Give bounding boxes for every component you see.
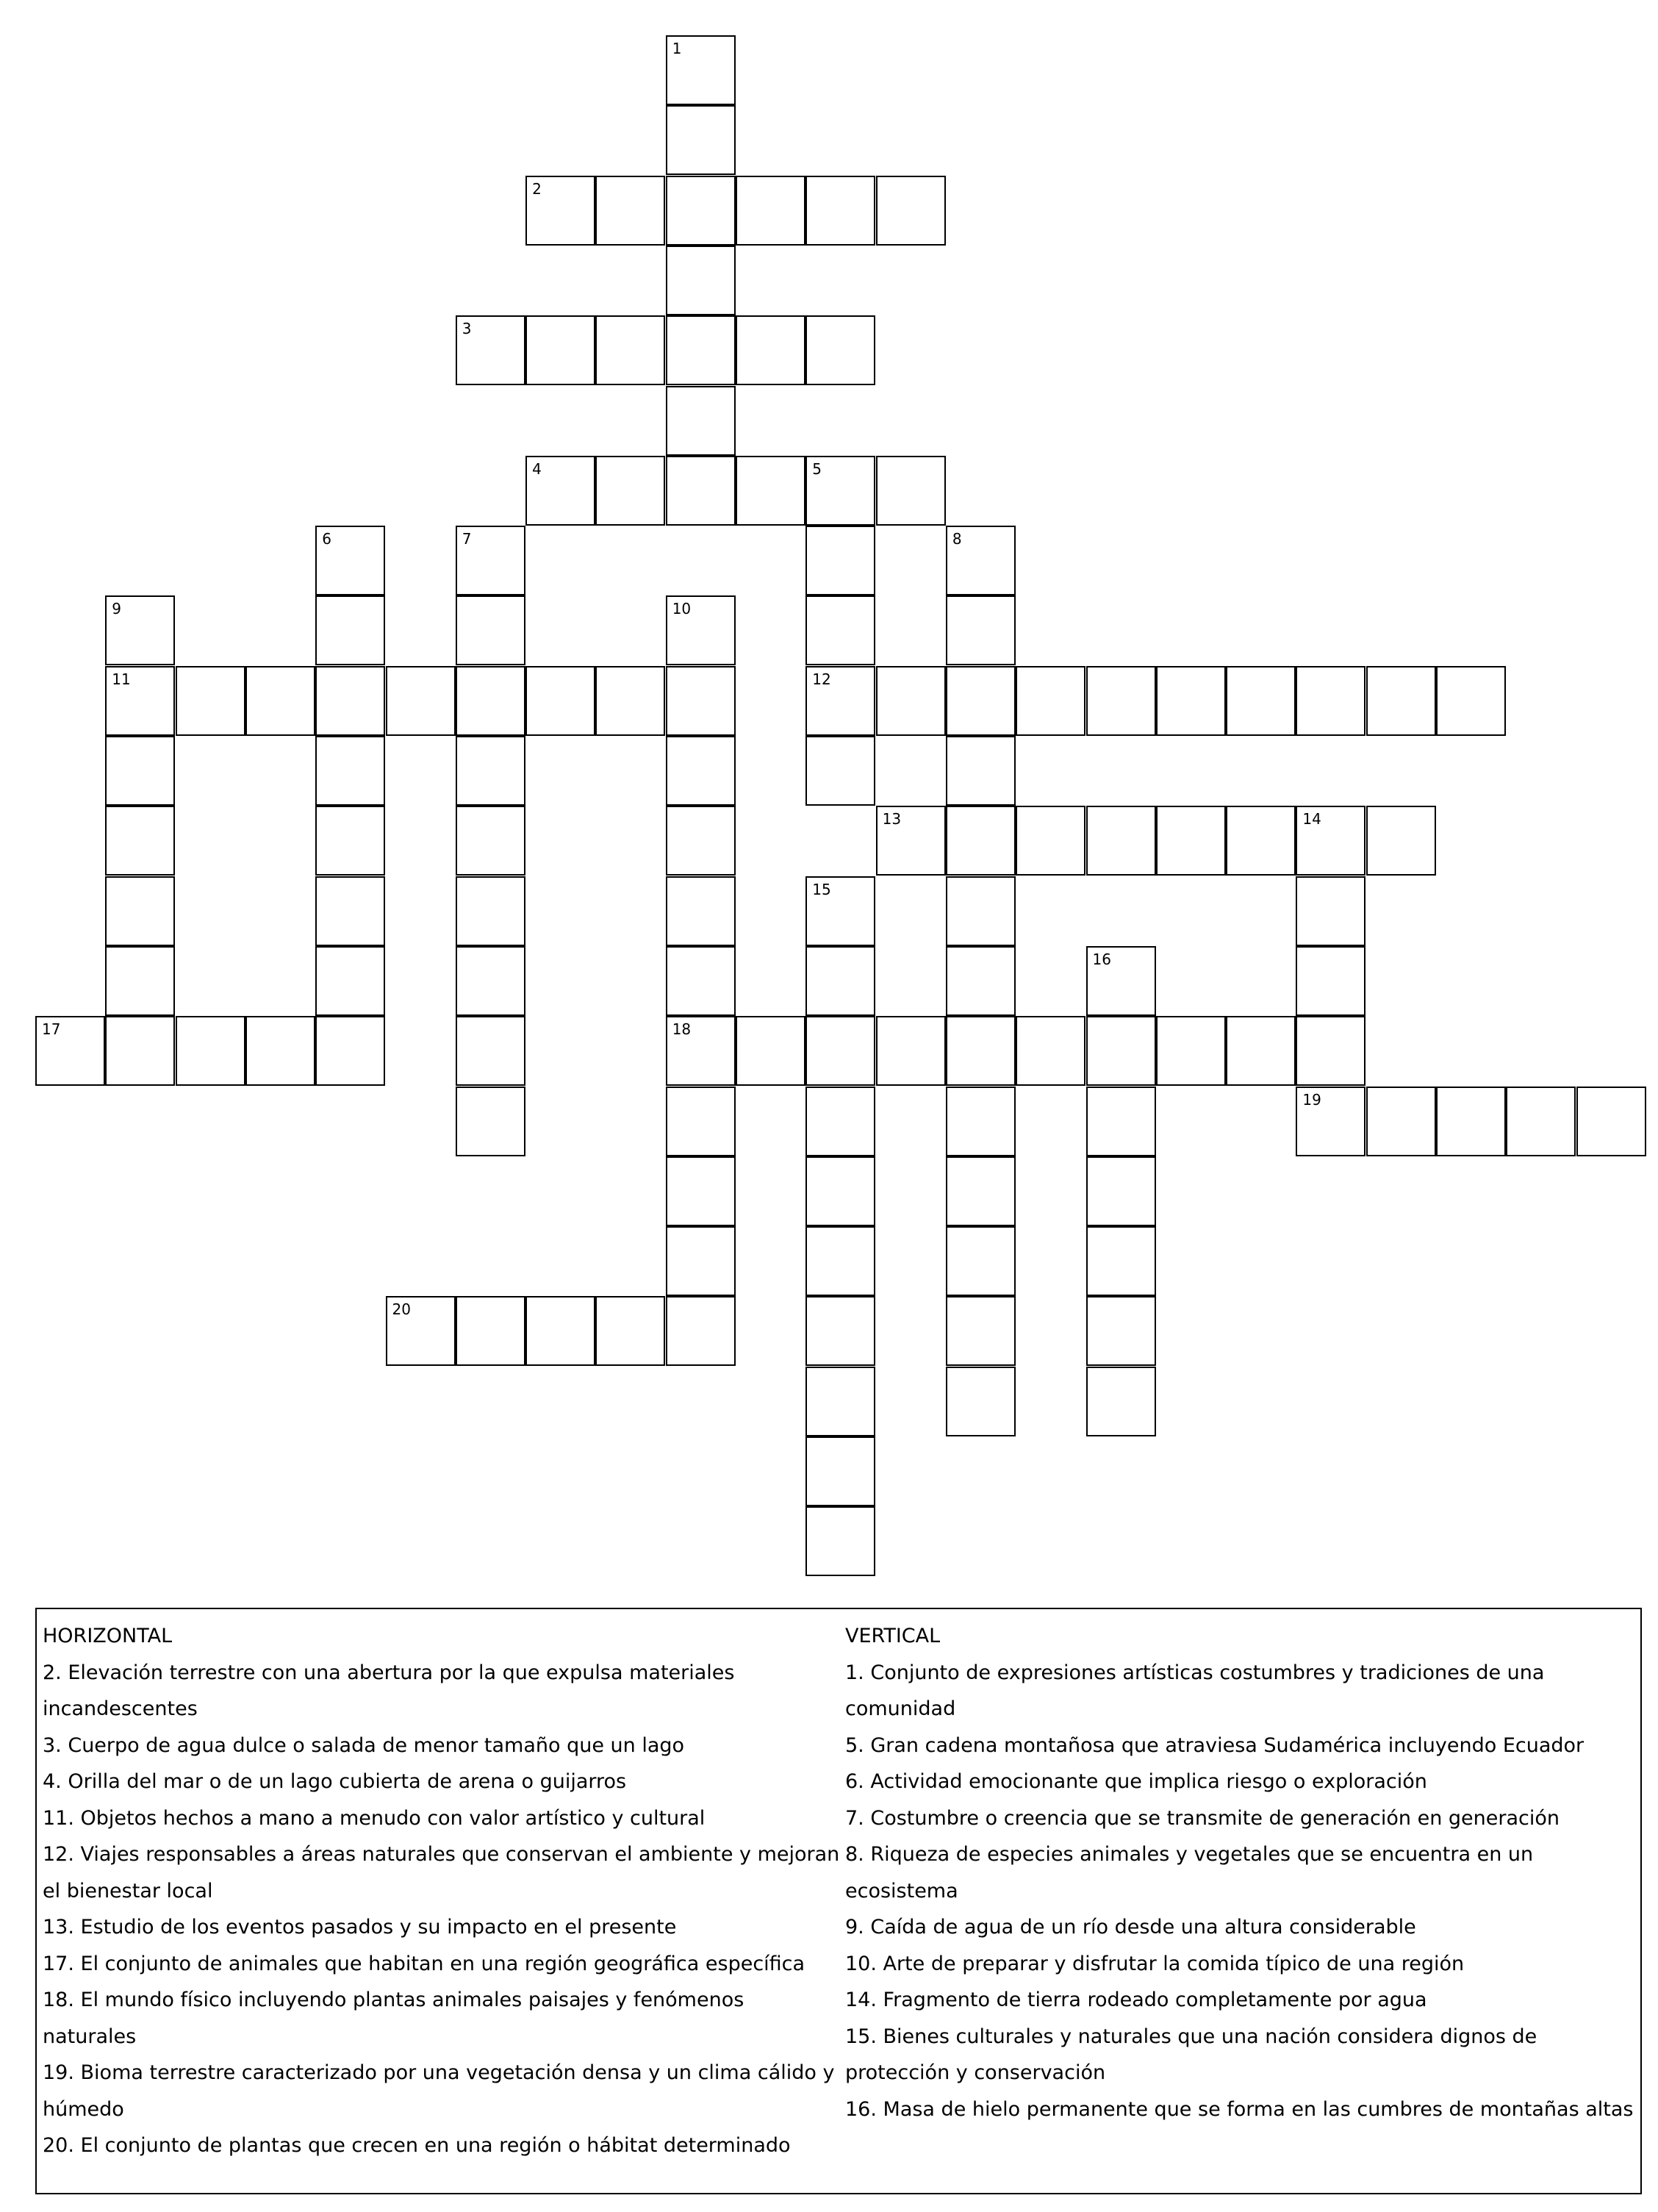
crossword-cell[interactable] [315, 876, 385, 946]
clue-number: 15 [812, 880, 831, 898]
clue-line: húmedo [43, 2097, 124, 2121]
clues-box [35, 1608, 1642, 2194]
crossword-cell[interactable] [315, 806, 385, 876]
crossword-cell[interactable] [1086, 666, 1156, 736]
clue-line: 13. Estudio de los eventos pasados y su impacto en el presente [43, 1916, 677, 1939]
crossword-cell[interactable] [876, 176, 946, 246]
crossword-cell[interactable] [1016, 806, 1085, 876]
crossword-cell[interactable] [456, 736, 525, 806]
crossword-cell-8[interactable] [946, 526, 1016, 595]
crossword-cell[interactable] [315, 1016, 385, 1086]
crossword-cell[interactable] [1156, 666, 1226, 736]
crossword-cell[interactable] [1296, 946, 1365, 1016]
clue-line: 6. Actividad emocionante que implica riesgo o exploración [845, 1770, 1427, 1793]
clue-number: 2 [532, 179, 542, 198]
crossword-cell[interactable] [315, 666, 385, 736]
crossword-cell[interactable] [666, 386, 736, 456]
crossword-cell[interactable] [1156, 806, 1226, 876]
crossword-cell[interactable] [666, 946, 736, 1016]
crossword-cell[interactable] [1086, 1156, 1156, 1226]
clue-line: 10. Arte de preparar y disfrutar la comida típico de una región [845, 1952, 1465, 1975]
crossword-cell[interactable] [1016, 666, 1085, 736]
crossword-cell-12[interactable] [805, 666, 875, 736]
crossword-cell[interactable] [1366, 806, 1436, 876]
crossword-cell-17[interactable] [35, 1016, 105, 1086]
clue-line: 15. Bienes culturales y naturales que una nación considera dignos de [845, 2025, 1537, 2048]
crossword-cell[interactable] [105, 736, 175, 806]
crossword-cell[interactable] [105, 946, 175, 1016]
crossword-cell[interactable] [666, 315, 736, 385]
crossword-cell[interactable] [1086, 806, 1156, 876]
vertical-heading: VERTICAL [845, 1625, 941, 1647]
crossword-cell[interactable] [805, 1436, 875, 1506]
crossword-cell[interactable] [946, 946, 1016, 1016]
crossword-cell[interactable] [525, 315, 595, 385]
crossword-cell[interactable] [105, 1016, 175, 1086]
crossword-cell[interactable] [946, 1367, 1016, 1436]
clue-line: comunidad [845, 1697, 956, 1720]
crossword-cell[interactable] [1296, 876, 1365, 946]
crossword-cell[interactable] [805, 1016, 875, 1086]
clue-line: 8. Riqueza de especies animales y vegetales que se encuentra en un ecosistema [845, 1843, 1534, 1903]
crossword-cell[interactable] [1506, 1087, 1576, 1156]
crossword-cell[interactable] [666, 1296, 736, 1366]
crossword-cell[interactable] [456, 806, 525, 876]
crossword-cell[interactable] [595, 176, 665, 246]
crossword-cell[interactable] [946, 1156, 1016, 1226]
crossword-cell[interactable] [1016, 1016, 1085, 1086]
crossword-cell[interactable] [736, 1016, 805, 1086]
crossword-cell[interactable] [1296, 1016, 1365, 1086]
horizontal-clues [43, 1618, 850, 2164]
clue-number: 9 [112, 600, 122, 618]
crossword-cell[interactable] [315, 595, 385, 665]
clue-number: 7 [462, 530, 472, 548]
crossword-cell[interactable] [1226, 806, 1296, 876]
clue-line: 12. Viajes responsables a áreas naturales que conservan el ambiente y mejoran [43, 1843, 840, 1866]
clue-number: 6 [322, 530, 331, 548]
crossword-cell[interactable] [736, 176, 805, 246]
clue-line: 14. Fragmento de tierra rodeado completamente por agua [845, 1989, 1427, 2011]
crossword-cell[interactable] [595, 456, 665, 526]
crossword-cell[interactable] [946, 1296, 1016, 1366]
crossword-cell[interactable] [456, 1296, 525, 1366]
crossword-cell[interactable] [1086, 1087, 1156, 1156]
clue-line: 11. Objetos hechos a mano a menudo con valor artístico y cultural [43, 1806, 706, 1830]
crossword-cell[interactable] [876, 456, 946, 526]
crossword-cell[interactable] [105, 876, 175, 946]
crossword-cell[interactable] [666, 456, 736, 526]
crossword-cell[interactable] [1296, 666, 1365, 736]
clue-line: 2. Elevación terrestre con una abertura por la que expulsa materiales [43, 1661, 735, 1684]
clue-number: 14 [1302, 810, 1321, 828]
crossword-cell[interactable] [1366, 1087, 1436, 1156]
crossword-cell[interactable] [595, 1296, 665, 1366]
clue-line: naturales [43, 2025, 137, 2048]
crossword-cell[interactable] [1086, 1016, 1156, 1086]
clue-line: 4. Orilla del mar o de un lago cubierta de arena o guijarros [43, 1770, 627, 1793]
horizontal-heading: HORIZONTAL [43, 1625, 173, 1647]
clue-number: 17 [42, 1020, 61, 1039]
crossword-cell[interactable] [315, 946, 385, 1016]
crossword-cell-19[interactable] [1296, 1087, 1365, 1156]
crossword-cell[interactable] [876, 666, 946, 736]
crossword-cell-14[interactable] [1296, 806, 1365, 876]
crossword-cell-15[interactable] [805, 876, 875, 946]
crossword-cell[interactable] [946, 876, 1016, 946]
crossword-cell[interactable] [805, 595, 875, 665]
clue-line: 7. Costumbre o creencia que se transmite de generación en generación [845, 1806, 1560, 1830]
crossword-cell[interactable] [176, 1016, 245, 1086]
crossword-cell[interactable] [245, 666, 315, 736]
crossword-cell[interactable] [1226, 666, 1296, 736]
crossword-cell[interactable] [946, 736, 1016, 806]
crossword-cell[interactable] [666, 1226, 736, 1296]
crossword-cell-4[interactable] [525, 456, 595, 526]
crossword-cell[interactable] [946, 595, 1016, 665]
clue-line: 3. Cuerpo de agua dulce o salada de menor tamaño que un lago [43, 1733, 685, 1757]
crossword-cell[interactable] [666, 666, 736, 736]
crossword-cell-18[interactable] [666, 1016, 736, 1086]
crossword-cell[interactable] [666, 176, 736, 246]
crossword-cell[interactable] [736, 315, 805, 385]
crossword-cell[interactable] [1086, 1296, 1156, 1366]
crossword-cell[interactable] [456, 666, 525, 736]
clue-line: 20. El conjunto de plantas que crecen en una región o hábitat determinado [43, 2134, 791, 2157]
vertical-clues [845, 1618, 1639, 2127]
crossword-cell[interactable] [1156, 1016, 1226, 1086]
crossword-cell[interactable] [595, 315, 665, 385]
clue-line: protección y conservación [845, 2061, 1106, 2084]
clue-number: 3 [462, 320, 472, 338]
crossword-cell-3[interactable] [456, 315, 525, 385]
crossword-cell[interactable] [1366, 666, 1436, 736]
crossword-cell[interactable] [805, 315, 875, 385]
crossword-cell-16[interactable] [1086, 946, 1156, 1016]
crossword-cell[interactable] [1576, 1087, 1646, 1156]
clue-line: 19. Bioma terrestre caracterizado por una vegetación densa y un clima cálido y [43, 2061, 835, 2084]
crossword-cell[interactable] [805, 946, 875, 1016]
crossword-cell[interactable] [666, 736, 736, 806]
crossword-cell[interactable] [666, 806, 736, 876]
clue-number: 10 [672, 600, 692, 618]
clue-number: 13 [882, 810, 902, 828]
crossword-cell[interactable] [666, 1087, 736, 1156]
crossword-cell[interactable] [946, 1226, 1016, 1296]
clue-number: 20 [392, 1300, 411, 1319]
crossword-cell[interactable] [666, 105, 736, 175]
clue-line: incandescentes [43, 1697, 198, 1720]
crossword-cell[interactable] [736, 456, 805, 526]
crossword-cell[interactable] [805, 736, 875, 806]
crossword-cell[interactable] [946, 666, 1016, 736]
crossword-cell[interactable] [805, 1087, 875, 1156]
crossword-cell-13[interactable] [876, 806, 946, 876]
crossword-cell[interactable] [946, 1087, 1016, 1156]
crossword-cell-2[interactable] [525, 176, 595, 246]
clue-line: 9. Caída de agua de un río desde una altura considerable [845, 1916, 1416, 1939]
crossword-cell[interactable] [666, 246, 736, 315]
crossword-cell[interactable] [456, 595, 525, 665]
crossword-cell[interactable] [666, 1156, 736, 1226]
clue-line: el bienestar local [43, 1879, 213, 1903]
clue-number: 18 [672, 1020, 692, 1039]
crossword-cell[interactable] [666, 876, 736, 946]
crossword-cell-7[interactable] [456, 526, 525, 595]
crossword-cell[interactable] [456, 946, 525, 1016]
crossword-cell[interactable] [805, 1226, 875, 1296]
clue-number: 19 [1302, 1090, 1321, 1109]
clue-number: 16 [1092, 950, 1111, 968]
crossword-cell[interactable] [315, 736, 385, 806]
crossword-cell-11[interactable] [105, 666, 175, 736]
crossword-cell[interactable] [1086, 1226, 1156, 1296]
crossword-cell[interactable] [456, 876, 525, 946]
crossword-cell[interactable] [176, 666, 245, 736]
crossword-cell[interactable] [245, 1016, 315, 1086]
crossword-cell[interactable] [1226, 1016, 1296, 1086]
crossword-cell[interactable] [805, 1156, 875, 1226]
clue-number: 5 [812, 459, 822, 478]
crossword-cell[interactable] [805, 1367, 875, 1436]
crossword-cell[interactable] [1436, 1087, 1506, 1156]
crossword-cell[interactable] [805, 526, 875, 595]
clue-line: 17. El conjunto de animales que habitan en una región geográfica específica [43, 1952, 805, 1975]
crossword-cell-1[interactable] [666, 35, 736, 105]
crossword-cell[interactable] [525, 666, 595, 736]
crossword-cell[interactable] [876, 1016, 946, 1086]
clue-line: 5. Gran cadena montañosa que atraviesa Sudamérica incluyendo Ecuador [845, 1733, 1585, 1757]
clue-number: 1 [672, 40, 682, 57]
crossword-cell[interactable] [805, 176, 875, 246]
crossword-cell[interactable] [946, 1016, 1016, 1086]
clue-number: 12 [812, 670, 831, 688]
crossword-cell[interactable] [456, 1087, 525, 1156]
crossword-cell-10[interactable] [666, 595, 736, 665]
crossword-cell-20[interactable] [386, 1296, 456, 1366]
crossword-cell[interactable] [805, 1296, 875, 1366]
clue-line: 16. Masa de hielo permanente que se forma en las cumbres de montañas altas [845, 2097, 1634, 2121]
crossword-cell[interactable] [595, 666, 665, 736]
crossword-cell[interactable] [946, 806, 1016, 876]
crossword-cell[interactable] [105, 806, 175, 876]
crossword-cell-6[interactable] [315, 526, 385, 595]
crossword-cell[interactable] [456, 1016, 525, 1086]
crossword-cell[interactable] [1086, 1367, 1156, 1436]
clue-number: 8 [952, 530, 962, 548]
crossword-cell[interactable] [805, 1506, 875, 1576]
clue-line: 18. El mundo físico incluyendo plantas animales paisajes y fenómenos [43, 1989, 744, 2011]
crossword-cell[interactable] [1436, 666, 1506, 736]
crossword-cell[interactable] [386, 666, 456, 736]
clue-number: 4 [532, 459, 542, 478]
crossword-cell[interactable] [525, 1296, 595, 1366]
clue-number: 11 [112, 670, 131, 688]
crossword-cell-5[interactable] [805, 456, 875, 526]
clue-line: 1. Conjunto de expresiones artísticas costumbres y tradiciones de una [845, 1661, 1545, 1684]
crossword-cell-9[interactable] [105, 595, 175, 665]
